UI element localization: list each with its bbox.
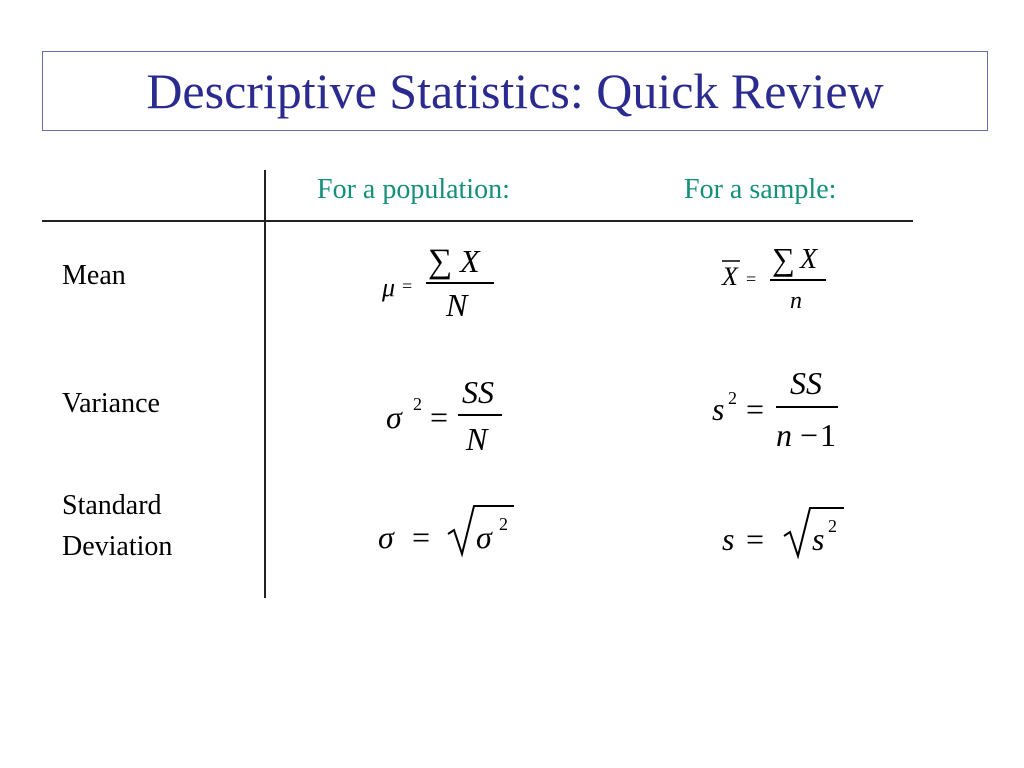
row-label-mean: Mean <box>62 260 126 291</box>
denominator-n: n <box>790 288 802 314</box>
equals-sign: = <box>430 399 449 435</box>
inner-sigma: σ <box>476 519 492 555</box>
equals-sign: = <box>412 519 431 555</box>
formula-population-variance <box>386 370 516 466</box>
column-header-population: For a population: <box>317 174 510 205</box>
title-box <box>42 51 988 131</box>
summation-icon: ∑ <box>772 241 795 277</box>
numerator-ss: SS <box>790 365 822 401</box>
denominator-n: n <box>776 417 792 453</box>
formula-sample-mean <box>716 236 836 320</box>
sigma-symbol: σ <box>386 399 402 435</box>
formula-population-sd <box>378 496 518 566</box>
numerator-ss: SS <box>462 374 494 410</box>
row-label-variance: Variance <box>62 388 160 419</box>
denominator-n: N <box>466 421 488 457</box>
column-header-sample: For a sample: <box>684 174 837 205</box>
equals-sign: = <box>402 276 413 296</box>
mu-symbol: μ <box>382 273 396 302</box>
summation-icon: ∑ <box>428 243 453 280</box>
s-symbol: s <box>722 521 735 557</box>
sigma-symbol: σ <box>378 519 394 555</box>
minus-sign: − <box>800 417 819 453</box>
row-label-deviation: Deviation <box>62 531 173 562</box>
equals-sign: = <box>746 521 765 557</box>
numerator-x: X <box>800 244 818 275</box>
s-symbol: s <box>712 391 725 427</box>
table-horizontal-rule <box>42 220 913 222</box>
exponent-2: 2 <box>413 394 422 414</box>
slide-title: Descriptive Statistics: Quick Review <box>146 63 884 119</box>
denominator-one: 1 <box>820 417 836 453</box>
table-vertical-rule <box>264 170 266 598</box>
exponent-2: 2 <box>828 516 837 536</box>
exponent-2: 2 <box>499 514 508 534</box>
equals-sign: = <box>746 269 757 289</box>
numerator-x: X <box>460 243 480 279</box>
inner-s: s <box>812 521 825 557</box>
formula-sample-variance <box>712 362 852 458</box>
formula-sample-sd <box>722 498 852 568</box>
x-bar-symbol: X <box>722 262 738 291</box>
row-label-standard: Standard <box>62 490 162 521</box>
denominator-n: N <box>446 287 468 323</box>
formula-population-mean <box>378 238 508 322</box>
exponent-2: 2 <box>728 388 737 408</box>
equals-sign: = <box>746 391 765 427</box>
